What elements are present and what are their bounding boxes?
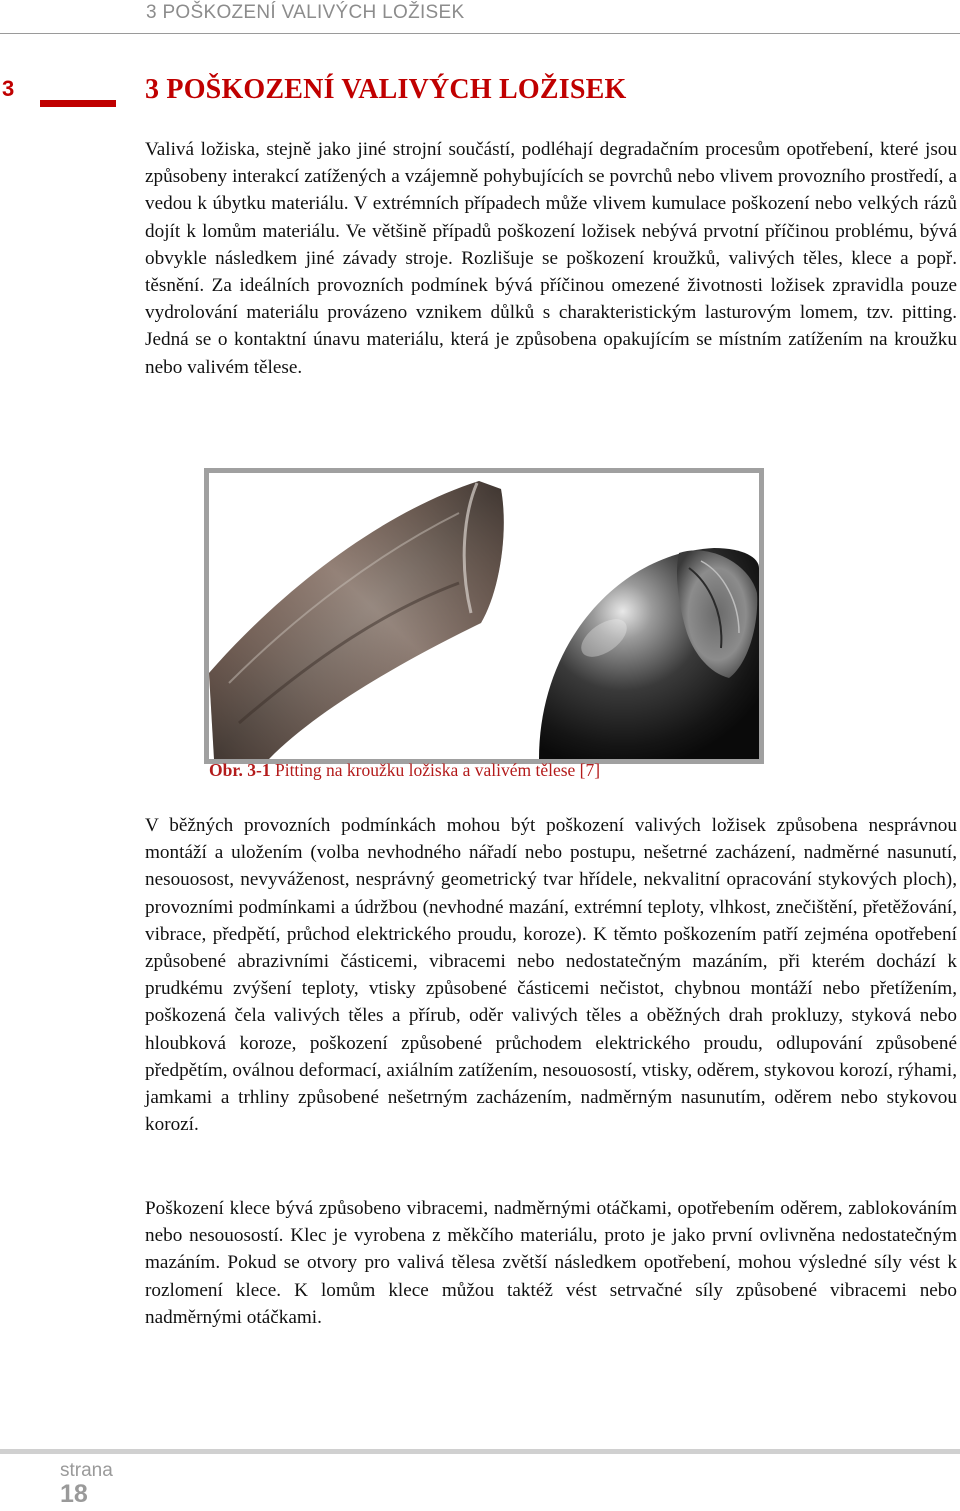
chapter-number-bar (40, 100, 116, 107)
footer-page-number: 18 (60, 1480, 88, 1508)
header-rule (0, 33, 960, 34)
chapter-title: 3 POŠKOZENÍ VALIVÝCH LOŽISEK (145, 74, 627, 105)
chapter-number: 3 (2, 76, 15, 101)
figure-caption (209, 760, 600, 781)
figure-pitting-photo (204, 468, 764, 764)
running-header: 3 POŠKOZENÍ VALIVÝCH LOŽISEK (146, 2, 465, 23)
figure-caption-label: Obr. 3-1 (209, 760, 271, 780)
paragraph-intro: Valivá ložiska, stejně jako jiné strojní součástí, podléhají degradačním procesům opotřebení, které jsou způsobeny interakcí zatížených a vzájemně pohybujících se povrchů nebo vlivem provozního prostředí, a vedou k úbytku materiálu. V extrémních případech může vlivem kumulace poškození nebo velkých rázů dojít k lomům materiálu. Ve většině případů poškození ložisek nebývá prvotní příčinou problému, bývá obvykle následkem jiné závady stroje. Rozlišuje se poškození kroužků, valivých těles, klece a popř. těsnění. Za ideálních provozních podmínek bývá příčinou omezené životnosti ložisek zpravidla pouze vydrolování materiálu provázeno vznikem důlků s charakteristickým lasturovým lomem, tzv. pitting. Jedná se o kontaktní únavu materiálu, která je způsobena opakujícím se místním zatížením na kroužku nebo valivém tělese. (145, 139, 957, 378)
paragraph-operating-conditions: V běžných provozních podmínkách mohou být poškození valivých ložisek způsobena nesprávnou montáží a uložením (volba nevhodného nářadí nebo postupu, nešetrné zacházení, nadměrné nasunutí, nesouosost, nevyváženost, nesprávný geometrický tvar hřídele, nekvalitní opracování stykových ploch), provozními podmínkami a údržbou (nevhodné mazání, extrémní teploty, vlhkost, znečištění, přetěžování, vibrace, předpětí, průchod elektrického proudu, koroze). K těmto poškozením patří zejména opotřebení způsobené abrazivními částicemi, vibracemi nebo nedostatečným mazáním, při kterém dochází k prudkému zvýšení teploty, vtisky způsobené částicemi nečistot, chybnou montáží nebo přetížením, poškozená čela valivých těles a přírub, oděr valivých těles a oběžných drah prokluzy, styková nebo hloubková koroze, poškození způsobené průchodem elektrického proudu, odlupování způsobené předpětím, oválnou deformací, axiálním zatížením, nesouosostí, vtisky, oděrem, stykovou korozí, rýhami, jamkami a trhliny způsobené nešetrným zacházením, nadměrným nasunutím, oděrem nebo stykovou korozí. (145, 815, 957, 1136)
footer-rule (0, 1449, 960, 1454)
figure-caption-text: Pitting na kroužku ložiska a valivém tělese [7] (274, 760, 601, 780)
pitting-photo-illustration (209, 473, 759, 759)
paragraph-cage-damage: Poškození klece bývá způsobeno vibracemi, nadměrnými otáčkami, opotřebením oděrem, zablokováním nebo nesouosostí. Klec je vyrobena z měkčího materiálu, proto je jako první ovlivněna nedostatečným mazáním. Pokud se otvory pro valivá tělesa zvětší následkem opotřebení, mohou výsledné síly vést k rozlomení klece. K lomům klece můžou taktéž vést setrvačné síly způsobené vibracemi nebo nadměrnými otáčkami. (145, 1198, 957, 1328)
footer-page-label: strana (60, 1460, 113, 1481)
